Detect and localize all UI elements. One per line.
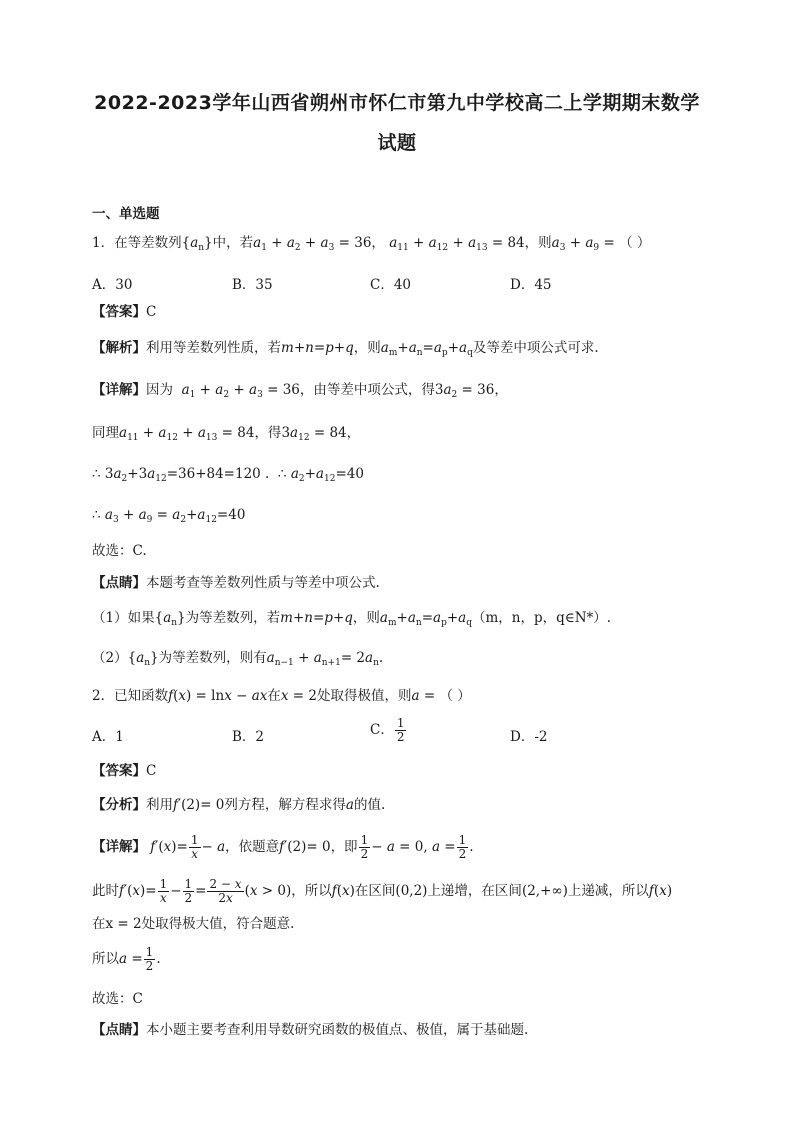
q1-stem: 1．在等差数列$\{a_n\}$中，若$a_1 + a_2 + a_3 = 36$， $a_{11} + a_{12} + a_{13} = 84$，则$a_3 + a_9$ = （ ） xyxy=(92,235,651,253)
q2-detail-4: 所以a = $\frac{1}{2}$ . xyxy=(92,945,161,973)
q1-answer: 【答案】C xyxy=(92,304,157,320)
q1-detail-3: ∴ $3a_2+3a_{12}=36+84=120$ . ∴ $a_2+a_{12}=40$ xyxy=(92,466,364,484)
q2-detail-1: 【详解】 f′(x)= $\frac{1}{x}$ − a，依题意f′(2)= 0，即 $\frac{1}{2}$ − a = 0, a = $\frac{1}{2}$ . xyxy=(92,833,474,861)
q1-choose: 故选：C. xyxy=(92,543,147,559)
q2-choose: 故选：C xyxy=(92,991,143,1007)
q2-detail-3: 在x = 2处取得极大值，符合题意. xyxy=(92,916,295,932)
q1-analysis: 【解析】利用等差数列性质，若m+n=p+q，则$a_m+a_n=a_p+a_q$及等差中项公式可求. xyxy=(92,340,599,358)
q1-option-d: D．45 xyxy=(510,277,552,293)
q2-option-a: A．1 xyxy=(92,729,124,745)
q1-comment: 【点睛】本题考查等差数列性质与等差中项公式. xyxy=(92,575,380,591)
q2-analysis: 【分析】利用f′(2)= 0列方程，解方程求得a的值. xyxy=(92,797,386,813)
q2-option-d: D．-2 xyxy=(510,729,548,745)
q2-option-b: B．2 xyxy=(232,729,265,745)
section-heading: 一、单选题 xyxy=(92,206,160,222)
q2-comment: 【点睛】本小题主要考查利用导数研究函数的极值点、极值，属于基础题. xyxy=(92,1022,529,1038)
q1-option-a: A．30 xyxy=(92,277,133,293)
q2-answer: 【答案】C xyxy=(92,763,157,779)
q1-detail-4: ∴ $a_3 + a_9 = a_2+a_{12}=40$ xyxy=(92,507,246,525)
q2-stem: 2．已知函数f(x) = lnx − ax在x = 2处取得极值，则a = （ ） xyxy=(92,688,471,704)
q1-detail-2: 同理$a_{11} + a_{12} + a_{13} = 84$，得$3a_{12} = 84$， xyxy=(92,425,361,443)
q2-detail-2: 此时f′(x)= $\frac{1}{x}$ − $\frac{1}{2}$ = $\frac{2 - x}{2x}$ (x > 0)，所以f(x)在区间(0,2)上递增，在区间(2,+∞)上递减，所以f(x) xyxy=(92,877,673,905)
q2-option-c: C． $\frac{1}{2}$ xyxy=(370,716,405,744)
q1-option-c: C．40 xyxy=(370,277,412,293)
q1-option-b: B．35 xyxy=(232,277,273,293)
q1-detail-1: 【详解】因为 $a_1 + a_2 + a_3 = 36$，由等差中项公式，得$3a_2 = 36$， xyxy=(92,382,508,400)
q1-comment-2: $(2)\{a_n\}$为等差数列，则有$a_{n-1} + a_{n+1}= 2a_n$. xyxy=(92,650,384,668)
document-title-line2: 试题 xyxy=(377,132,417,154)
document-title-line1: 2022-2023学年山西省朔州市怀仁市第九中学校高二上学期期末数学 xyxy=(94,92,700,114)
q1-comment-1: （1）如果$\{a_n\}$为等差数列，若m+n=p+q，则$a_m+a_n=a_p+a_q(m$，n，p，q∈N*）. xyxy=(92,610,612,628)
